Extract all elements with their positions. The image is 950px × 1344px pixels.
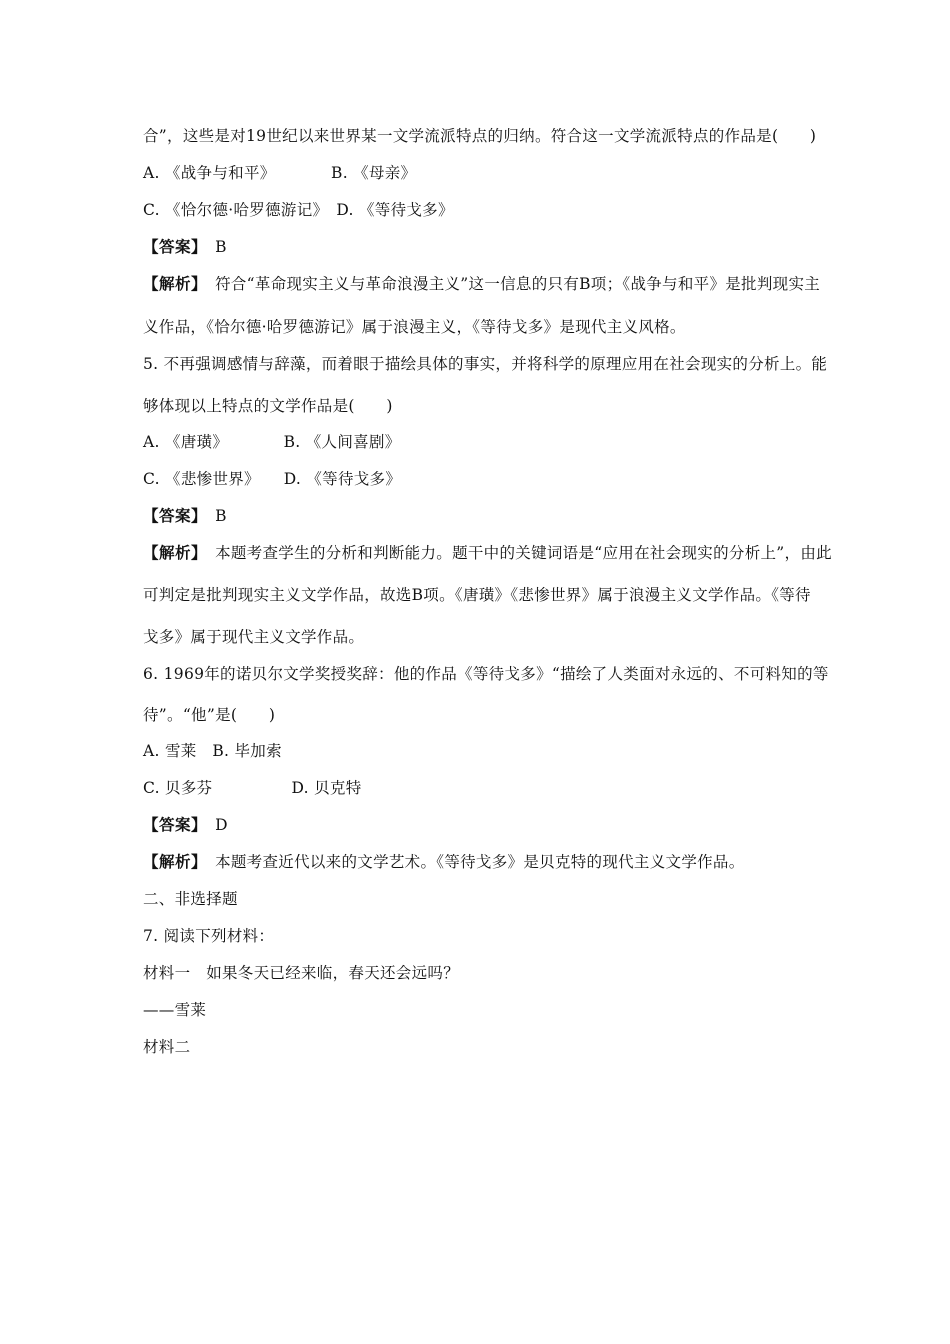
question-6-analysis bbox=[143, 852, 813, 872]
text-line: C. 贝多芬 D. 贝克特 bbox=[143, 779, 362, 797]
question-4-options-ab bbox=[143, 163, 813, 183]
question-7-stem bbox=[143, 926, 813, 946]
question-5-analysis-cont-1 bbox=[143, 585, 813, 605]
text-line: A. 《唐璜》 B. 《人间喜剧》 bbox=[143, 433, 401, 451]
section-heading bbox=[143, 889, 813, 909]
text-line: 材料二 bbox=[143, 1038, 191, 1056]
text-line: 够体现以上特点的文学作品是( ) bbox=[143, 397, 393, 415]
text-line: 材料一 如果冬天已经来临，春天还会远吗？ bbox=[143, 964, 460, 982]
text-line: ——雪莱 bbox=[143, 1001, 207, 1019]
material-2 bbox=[143, 1037, 813, 1057]
text-line: 可判定是批判现实主义文学作品，故选B项。《唐璜》《悲惨世界》属于浪漫主义文学作品。《等待 bbox=[143, 586, 811, 604]
question-6-options-cd bbox=[143, 778, 813, 798]
text-line: 6. 1969年的诺贝尔文学奖授奖辞：他的作品《等待戈多》“描绘了人类面对永远的、不可料知的等 bbox=[143, 665, 829, 683]
answer-value: B bbox=[199, 507, 227, 525]
question-5-analysis-cont-2 bbox=[143, 627, 813, 647]
question-5-options-cd bbox=[143, 469, 813, 489]
question-5-answer bbox=[143, 506, 813, 526]
text-line: 二、非选择题 bbox=[143, 890, 238, 908]
text-line: 5. 不再强调感情与辞藻，而着眼于描绘具体的事实，并将科学的原理应用在社会现实的分析上。能 bbox=[143, 355, 828, 373]
text-line: 义作品，《恰尔德·哈罗德游记》属于浪漫主义，《等待戈多》是现代主义风格。 bbox=[143, 318, 686, 336]
analysis-label: 【解析】 bbox=[143, 853, 200, 871]
answer-value: B bbox=[199, 238, 227, 256]
analysis-text: 符合“革命现实主义与革命浪漫主义”这一信息的只有B项；《战争与和平》是批判现实主 bbox=[199, 275, 821, 293]
text-line: 戈多》属于现代主义文学作品。 bbox=[143, 628, 365, 646]
answer-label: 【答案】 bbox=[143, 816, 200, 834]
material-1 bbox=[143, 963, 813, 983]
question-5-options-ab bbox=[143, 432, 813, 452]
text-line: A. 雪莱 B. 毕加索 bbox=[143, 742, 282, 760]
question-6-options-ab bbox=[143, 741, 813, 761]
question-6-answer bbox=[143, 815, 813, 835]
text-line: 合”，这些是对19世纪以来世界某一文学流派特点的归纳。符合这一文学流派特点的作品是( ) bbox=[143, 127, 817, 145]
analysis-label: 【解析】 bbox=[143, 544, 200, 562]
answer-label: 【答案】 bbox=[143, 238, 200, 256]
question-6-stem bbox=[143, 664, 829, 684]
question-4-analysis bbox=[143, 274, 821, 294]
question-5-stem-cont bbox=[143, 396, 813, 416]
analysis-text: 本题考查近代以来的文学艺术。《等待戈多》是贝克特的现代主义文学作品。 bbox=[199, 853, 745, 871]
text-line: A. 《战争与和平》 B. 《母亲》 bbox=[143, 164, 417, 182]
text-line: C. 《悲惨世界》 D. 《等待戈多》 bbox=[143, 470, 402, 488]
text-line: C. 《恰尔德·哈罗德游记》 D. 《等待戈多》 bbox=[143, 201, 454, 219]
question-5-stem bbox=[143, 354, 828, 374]
question-4-stem-tail bbox=[143, 126, 817, 146]
answer-value: D bbox=[199, 816, 228, 834]
analysis-text: 本题考查学生的分析和判断能力。题干中的关键词语是“应用在社会现实的分析上”，由此 bbox=[199, 544, 832, 562]
question-6-stem-cont bbox=[143, 705, 813, 725]
text-line: 待”。“他”是( ) bbox=[143, 706, 276, 724]
question-4-answer bbox=[143, 237, 813, 257]
question-5-analysis bbox=[143, 543, 832, 563]
material-1-attribution bbox=[143, 1000, 813, 1020]
answer-label: 【答案】 bbox=[143, 507, 200, 525]
question-4-options-cd bbox=[143, 200, 813, 220]
question-4-analysis-cont bbox=[143, 317, 813, 337]
analysis-label: 【解析】 bbox=[143, 275, 200, 293]
text-line: 7. 阅读下列材料： bbox=[143, 927, 275, 945]
